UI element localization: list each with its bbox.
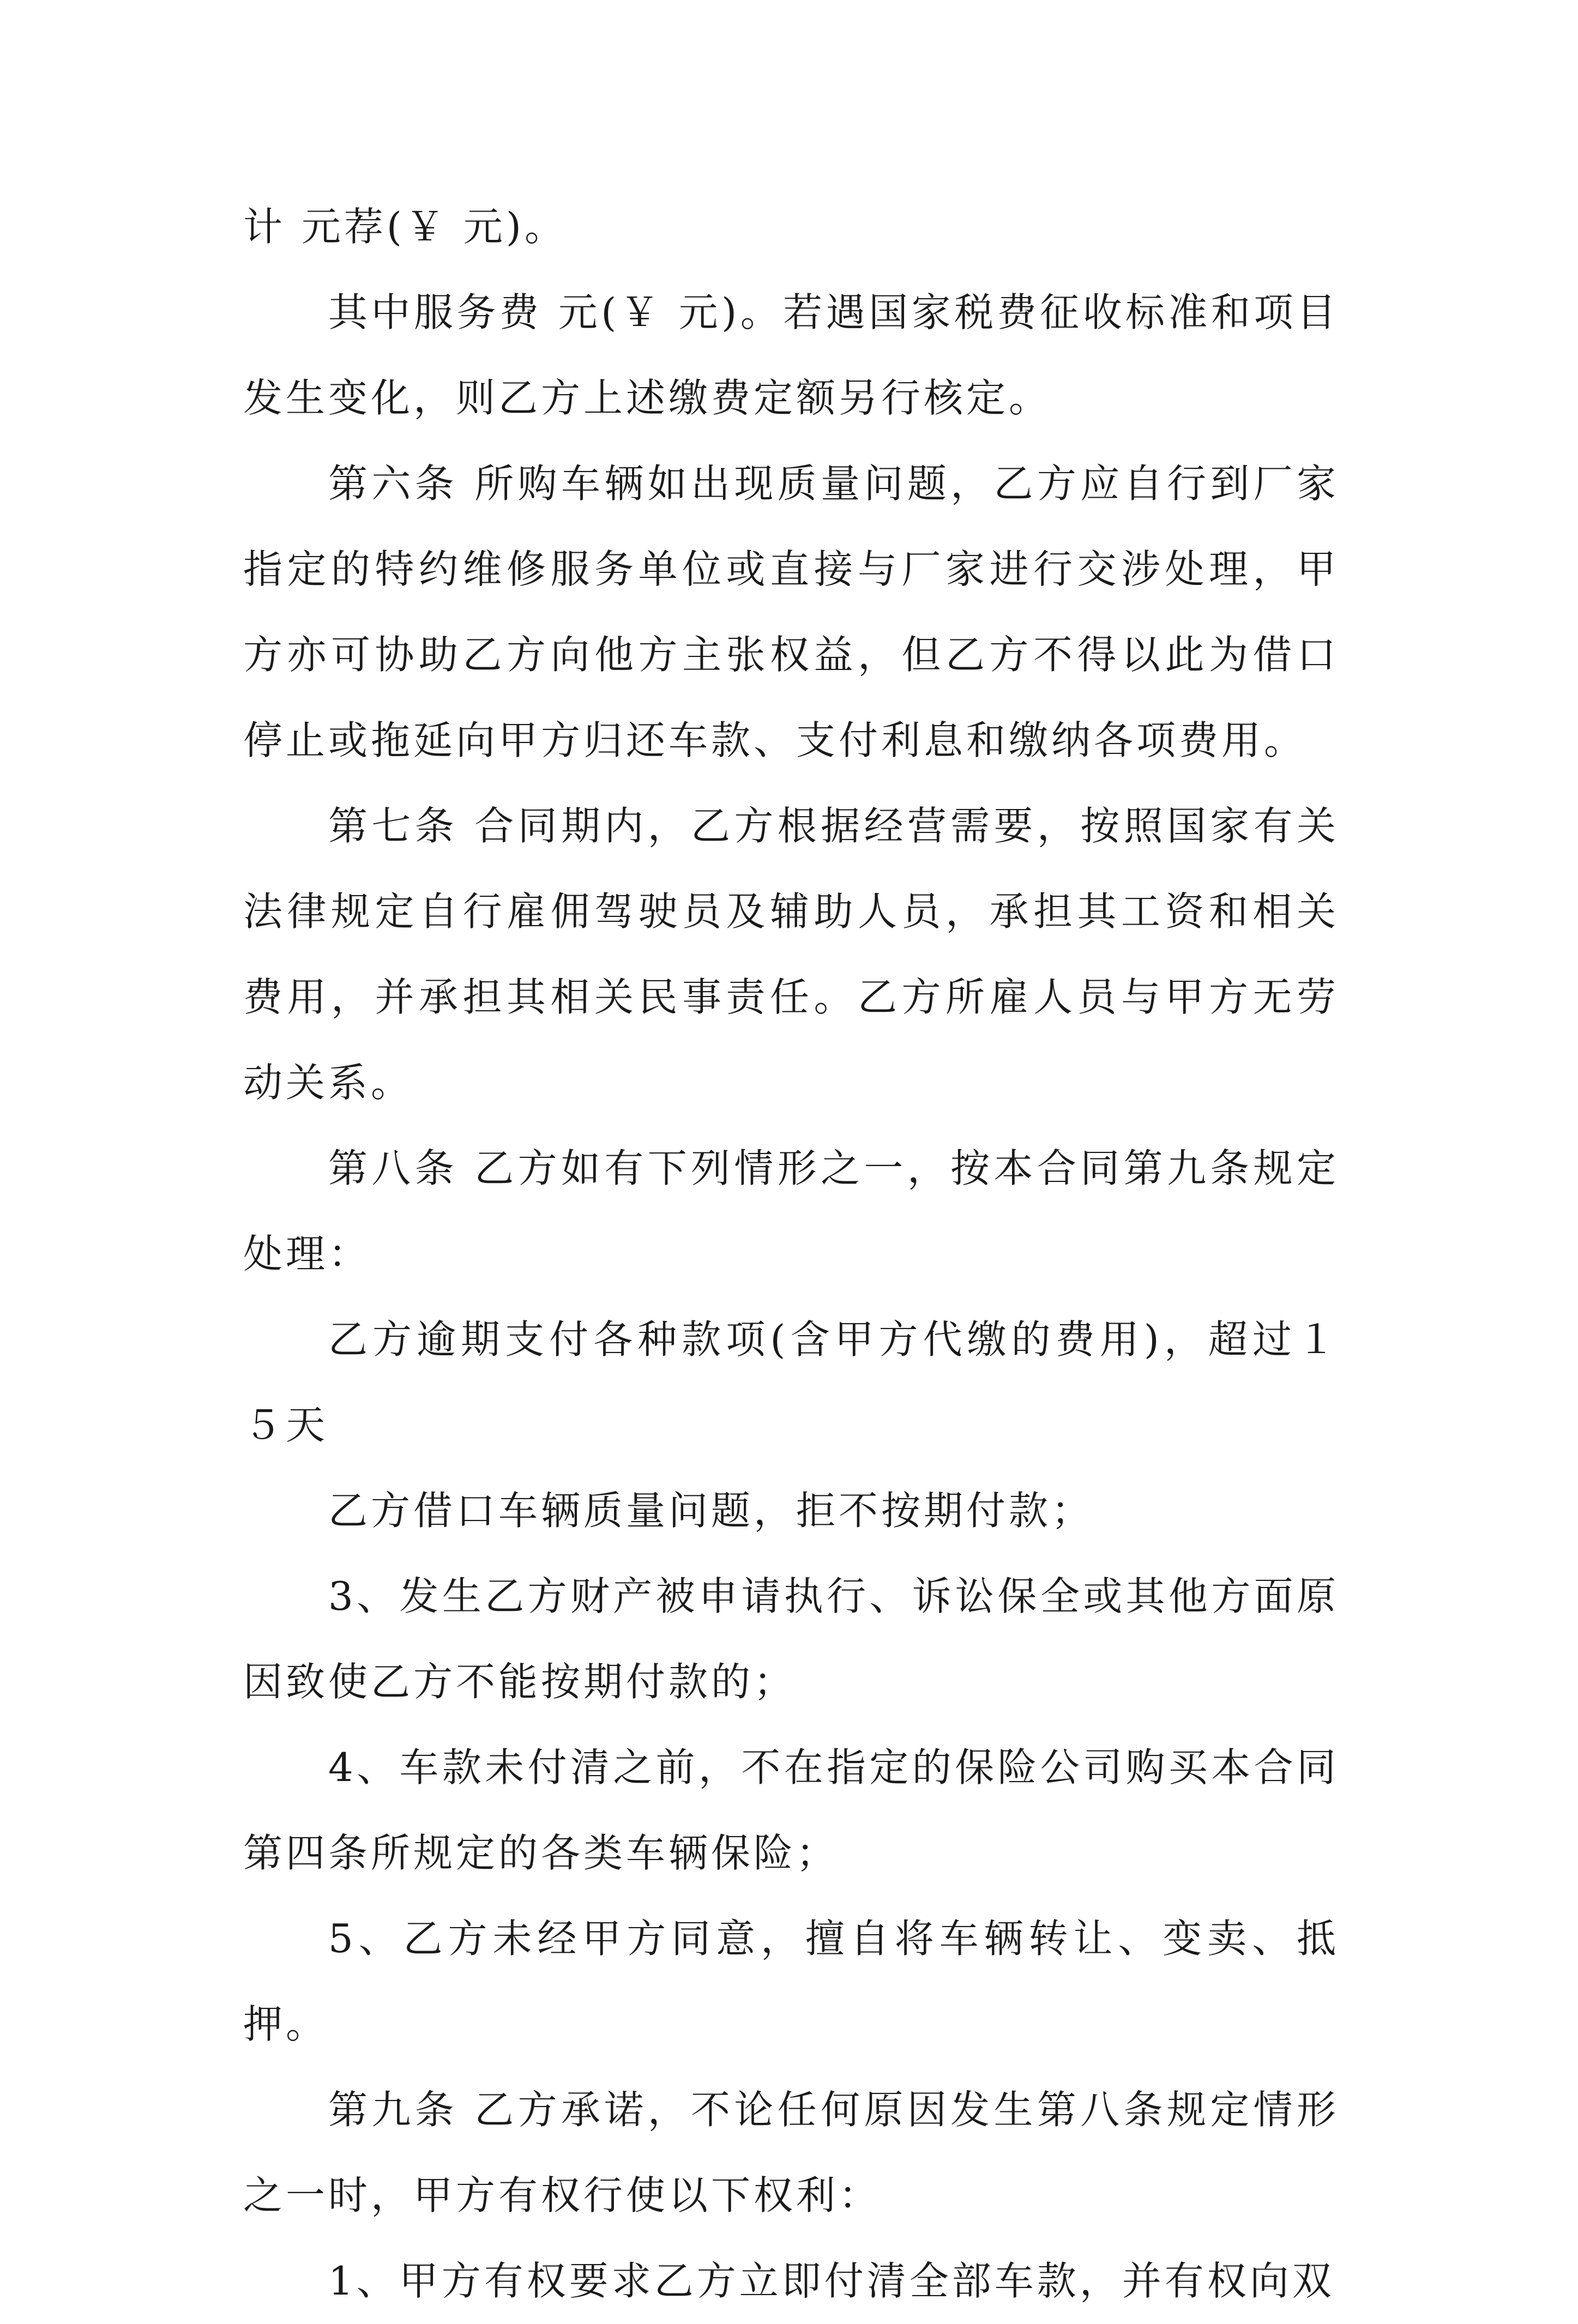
paragraph-article-8-item-2: 乙方借口车辆质量问题，拒不按期付款； bbox=[328, 1488, 1094, 1534]
paragraph-article-7: 第七条 合同期内，乙方根据经营需要，按照国家有关法律规定自行雇佣驾驶员及辅助人员，承担其工资和相关费用，并承担其相关民事责任。乙方所雇人员与甲方无劳动关系。 bbox=[243, 803, 1339, 1106]
paragraph-article-9: 第九条 乙方承诺，不论任何原因发生第八条规定情形之一时，甲方有权行使以下权利： bbox=[243, 2087, 1339, 2218]
paragraph-article-9-item-1: 1、甲方有权要求乙方立即付清全部车款，并有权向双 bbox=[328, 2258, 1335, 2304]
paragraph-article-8-item-3: 3、发生乙方财产被申请执行、诉讼保全或其他方面原因致使乙方不能按期付款的； bbox=[243, 1573, 1339, 1705]
paragraph-article-8: 第八条 乙方如有下列情形之一，按本合同第九条规定处理： bbox=[243, 1145, 1339, 1277]
document-body bbox=[243, 184, 1339, 2324]
paragraph-article-8-item-4: 4、车款未付清之前，不在指定的保险公司购买本合同第四条所规定的各类车辆保险； bbox=[243, 1744, 1339, 1876]
paragraph-article-8-item-1: 乙方逾期支付各种款项(含甲方代缴的费用)，超过１５天 bbox=[243, 1317, 1339, 1448]
paragraph-service-fee: 其中服务费 元(￥ 元)。若遇国家税费征收标准和项目发生变化，则乙方上述缴费定额另行核定。 bbox=[243, 289, 1339, 421]
paragraph-fee-total: 计 元荐(￥ 元)。 bbox=[243, 204, 567, 250]
paragraph-article-6: 第六条 所购车辆如出现质量问题，乙方应自行到厂家指定的特约维修服务单位或直接与厂家进行交涉处理，甲方亦可协助乙方向他方主张权益，但乙方不得以此为借口停止或拖延向甲方归还车款、支付利息和缴纳各项费用。 bbox=[243, 461, 1339, 763]
paragraph-article-8-item-5: 5、乙方未经甲方同意，擅自将车辆转让、变卖、抵押。 bbox=[243, 1916, 1339, 2047]
